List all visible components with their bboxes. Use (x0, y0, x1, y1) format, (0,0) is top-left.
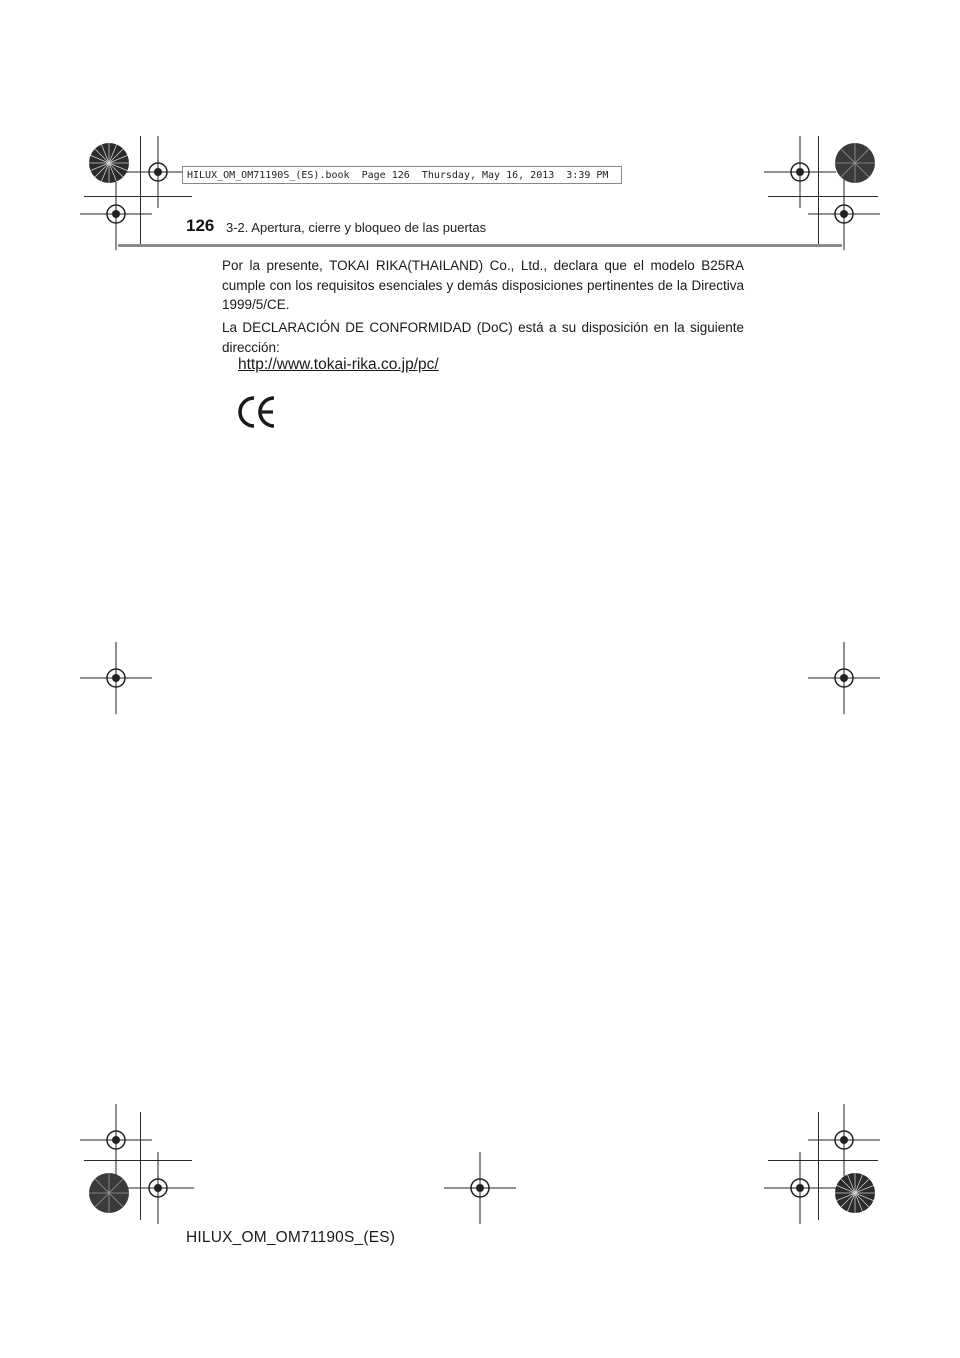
registration-target-icon (808, 178, 880, 250)
declaration-paragraph: Por la presente, TOKAI RIKA(THAILAND) Co., Ltd., declara que el modelo B25RA cumple con los requisitos esenciales y demás disposiciones pertinentes de la Directiva 1999/5/CE. (222, 258, 744, 312)
ce-mark-icon (237, 394, 277, 430)
registration-target-icon (444, 1152, 516, 1224)
doc-availability-paragraph: La DECLARACIÓN DE CONFORMIDAD (DoC) está a su disposición en la siguiente dirección: (222, 320, 744, 355)
header-rule (118, 244, 842, 247)
registration-target-icon (808, 642, 880, 714)
document-code: HILUX_OM_OM71190S_(ES) (186, 1229, 396, 1246)
star-target-icon (834, 142, 876, 184)
registration-target-icon (764, 1152, 836, 1224)
page-number: 126 (186, 216, 215, 235)
star-target-icon (88, 142, 130, 184)
doc-url-link[interactable]: http://www.tokai-rika.co.jp/pc/ (238, 356, 439, 373)
book-info-strip: HILUX_OM_OM71190S_(ES).book Page 126 Thursday, May 16, 2013 3:39 PM (182, 166, 622, 184)
registration-target-icon (122, 1152, 194, 1224)
star-target-icon (88, 1172, 130, 1214)
registration-target-icon (80, 642, 152, 714)
section-title: 3-2. Apertura, cierre y bloqueo de las puertas (226, 220, 487, 235)
star-target-icon (834, 1172, 876, 1214)
